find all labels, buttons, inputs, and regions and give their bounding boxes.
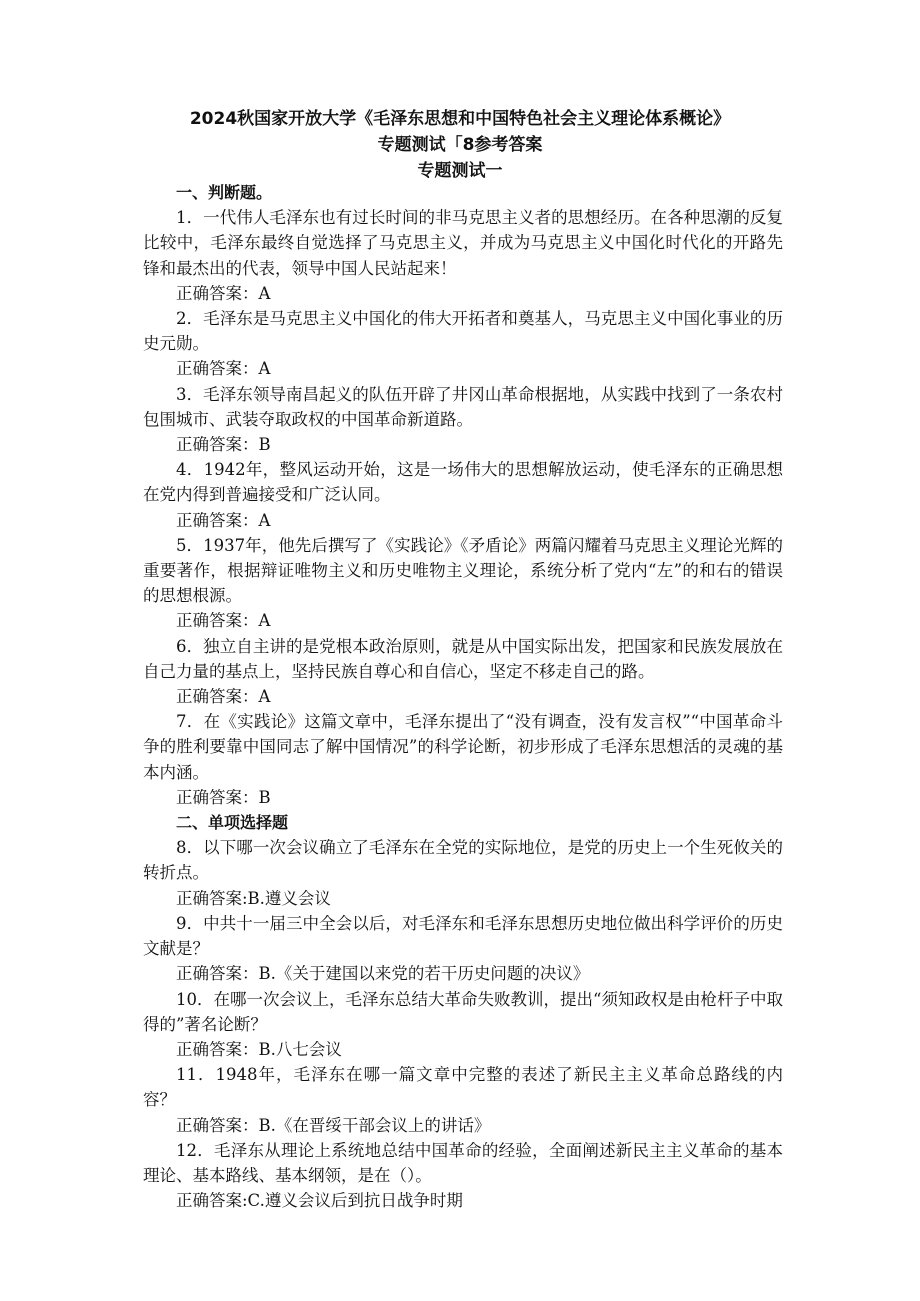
answer-12: 正确答案:C.遵义会议后到抗日战争时期 [176,1191,463,1211]
question-8: 8．以下哪一次会议确立了毛泽东在全党的实际地位，是党的历史上一个生死攸关的转折点。 [143,838,783,883]
answer-11: 正确答案：B.《在晋绥干部会议上的讲话》 [176,1115,491,1135]
document-body [143,180,783,1213]
answer-5: 正确答案：A [176,611,271,631]
question-12: 12．毛泽东从理论上系统地总结中国革命的经验，全面阐述新民主主义革命的基本理论、基本路线、基本纲领，是在（）。 [143,1140,783,1185]
document-subtitle: 专题测试「8参考答案 [377,135,543,155]
question-1: 1．一代伟人毛泽东也有过长时间的非马克思主义者的思想经历。在各种思潮的反复比较中，毛泽东最终自觉选择了马克思主义，并成为马克思主义中国化时代化的开路先锋和最杰出的代表，领导中国人民站起来！ [143,208,783,278]
answer-7: 正确答案：B [176,787,271,807]
question-2: 2．毛泽东是马克思主义中国化的伟大开拓者和奠基人，马克思主义中国化事业的历史元勋。 [143,309,783,354]
question-5: 5．1937年，他先后撰写了《实践论》《矛盾论》两篇闪耀着马克思主义理论光辉的重要著作，根据辩证唯物主义和历史唯物主义理论，系统分析了党内“左”的和右的错误的思想根源。 [143,535,783,606]
answer-2: 正确答案：A [176,359,271,379]
answer-1: 正确答案：A [176,283,271,303]
question-9: 9．中共十一届三中全会以后，对毛泽东和毛泽东思想历史地位做出科学评价的历史文献是？ [143,913,783,959]
question-10: 10．在哪一次会议上，毛泽东总结大革命失败教训，提出“须知政权是由枪杆子中取得的”著名论断？ [143,989,783,1034]
answer-6: 正确答案：A [176,687,271,707]
answer-3: 正确答案：B [176,435,271,455]
answer-8: 正确答案:B.遵义会议 [176,888,331,908]
document-title: 2024秋国家开放大学《毛泽东思想和中国特色社会主义理论体系概论》 [189,109,731,129]
section-heading-single-choice: 二、单项选择题 [176,813,289,833]
answer-9: 正确答案：B.《关于建国以来党的若干历史问题的决议》 [176,964,590,984]
question-4: 4．1942年，整风运动开始，这是一场伟大的思想解放运动，使毛泽东的正确思想在党内得到普遍接受和广泛认同。 [143,460,783,505]
question-7: 7．在《实践论》这篇文章中，毛泽东提出了“没有调查，没有发言权”“中国革命斗争的胜利要靠中国同志了解中国情况”的科学论断，初步形成了毛泽东思想活的灵魂的基本内涵。 [143,712,783,782]
question-3: 3．毛泽东领导南昌起义的队伍开辟了井冈山革命根据地，从实践中找到了一条农村包围城市、武装夺取政权的中国革命新道路。 [143,384,783,429]
question-6: 6．独立自主讲的是党根本政治原则，就是从中国实际出发，把国家和民族发展放在自己力量的基点上，坚持民族自尊心和自信心，坚定不移走自己的路。 [143,636,783,681]
quiz-heading: 专题测试一 [417,161,503,181]
question-11: 11．1948年，毛泽东在哪一篇文章中完整的表述了新民主主义革命总路线的内容？ [143,1065,783,1110]
section-heading-true-false: 一、判断题。 [176,183,273,202]
answer-10: 正确答案：B.八七会议 [176,1039,342,1059]
answer-4: 正确答案：A [176,510,271,530]
